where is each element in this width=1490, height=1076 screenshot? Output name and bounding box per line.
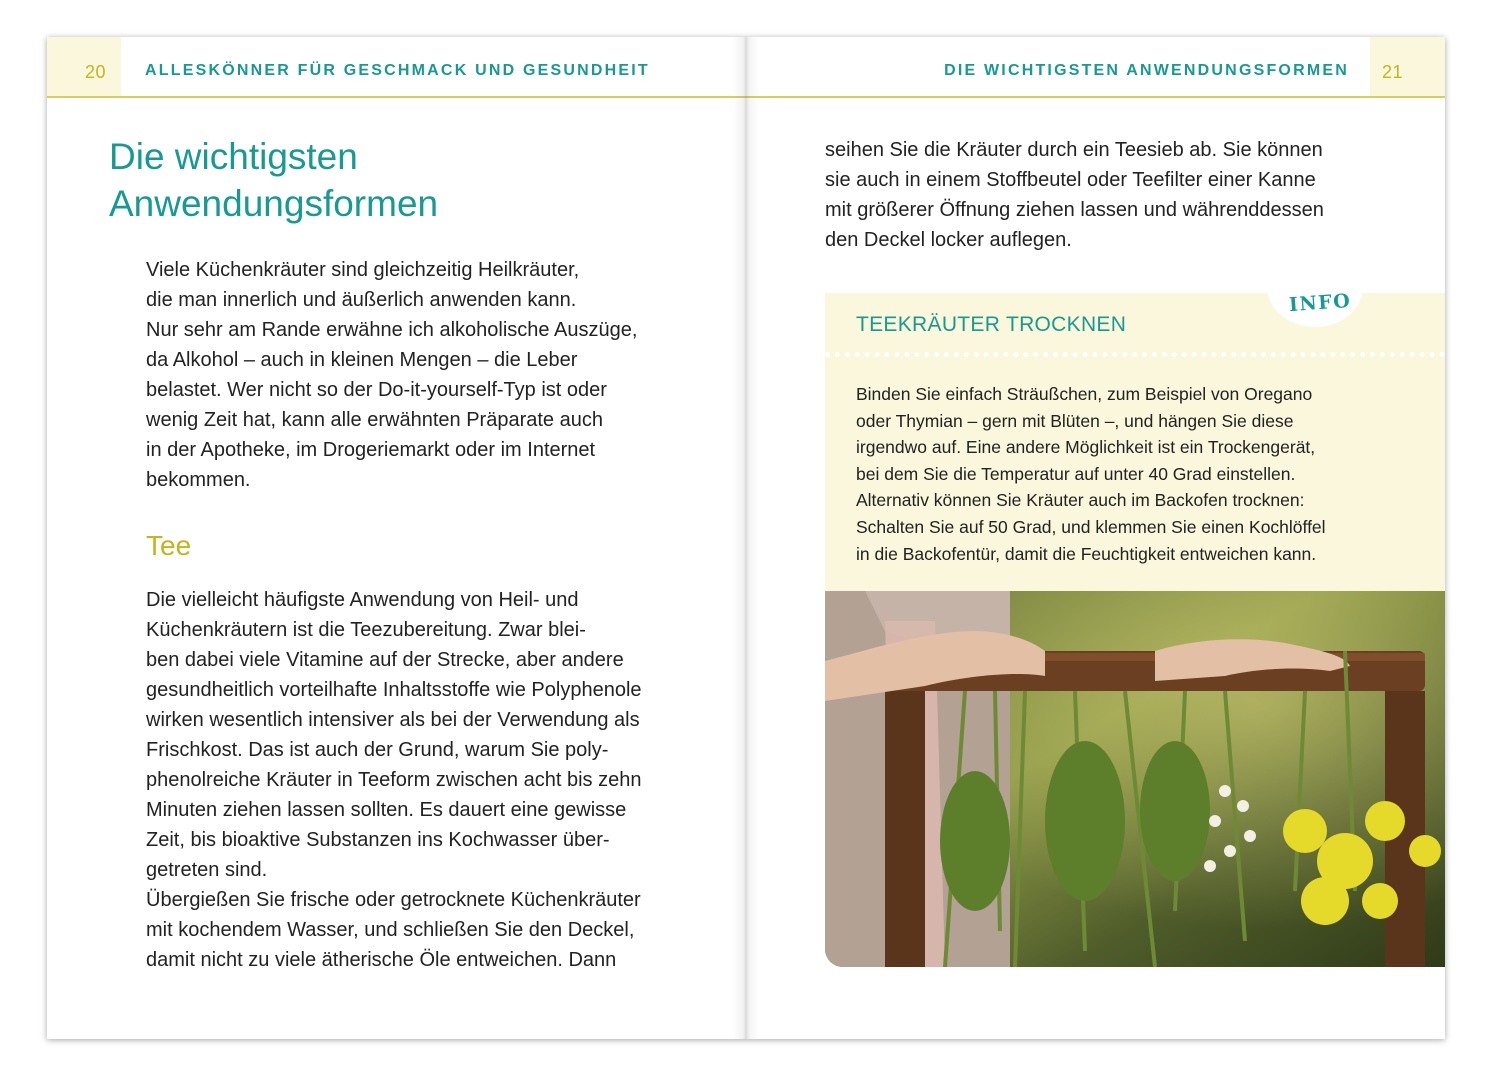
info-text: Binden Sie einfach Sträußchen, zum Beispiel von Oregano oder Thymian – gern mit Blüten –, und hängen Sie diese irgendwo auf. Eine andere Möglichkeit ist ein Trockengerät, bei dem Sie die Temperatur auf unter 40 Grad einstellen. Alternativ können Sie Kräuter auch im Backofen trocknen: Schalten Sie auf 50 Grad, und klemmen Sie einen Kochlöffel in die Backofentür, damit die Feuchtigkeit entweichen kann. [856,384,1326,564]
running-head-right: DIE WICHTIGSTEN ANWENDUNGSFORMEN [944,62,1349,79]
page-number-right: 21 [1382,62,1404,82]
chapter-title: Die wichtigsten Anwendungsformen [109,136,439,224]
info-badge-label: INFO [1288,289,1352,317]
right-page [746,37,1445,1039]
book-spread [47,37,1445,1039]
info-heading: TEEKRÄUTER TROCKNEN [856,313,1127,336]
tee-paragraph: Die vielleicht häufigste Anwendung von Heil- und Küchenkräutern ist die Teezubereitung. Zwar blei- ben dabei viele Vitamine auf der Strecke, aber andere gesundheitlich vorteilhafte Inhaltsstoffe wie Polyphenole wirken wesentlich intensiver als bei der Verwendung als Frischkost. Das ist auch der Grund, warum Sie poly- phenolreiche Kräuter in Teeform zwischen acht bis zehn Minuten ziehen lassen sollten. Es dauert eine gewisse Zeit, bis bioaktive Substanzen ins Kochwasser über- getreten sind. Übergießen Sie frische oder getrocknete Küchenkräuter mit kochendem Wasser, und schließen Sie den Deckel, damit nicht zu viele ätherische Öle entweichen. Dann [146,589,642,971]
intro-paragraph: Viele Küchenkräuter sind gleichzeitig Heilkräuter, die man innerlich und äußerlich anwenden kann. Nur sehr am Rande erwähne ich alkoholische Auszüge, da Alkohol – auch in kleinen Mengen – die Leber belastet. Wer nicht so der Do-it-yourself-Typ ist oder wenig Zeit hat, kann alle erwähnten Präparate auch in der Apotheke, im Drogeriemarkt oder im Internet bekommen. [146,259,638,491]
subheading-tee: Tee [146,530,192,561]
continued-paragraph: seihen Sie die Kräuter durch ein Teesieb ab. Sie können sie auch in einem Stoffbeutel oder Teefilter einer Kanne mit größerer Öffnung ziehen lassen und währenddessen den Deckel locker auflegen. [825,139,1324,251]
herb-drying-photo [825,591,1445,967]
book-gutter-shadow [733,37,759,1039]
page-number-left: 20 [85,62,107,82]
info-box [825,289,1445,591]
left-page [47,37,746,1039]
herb-photo-illustration [825,591,1445,967]
dotted-divider [825,352,1445,357]
info-badge [1267,279,1363,327]
running-head-left: ALLESKÖNNER FÜR GESCHMACK UND GESUNDHEIT [145,62,650,79]
